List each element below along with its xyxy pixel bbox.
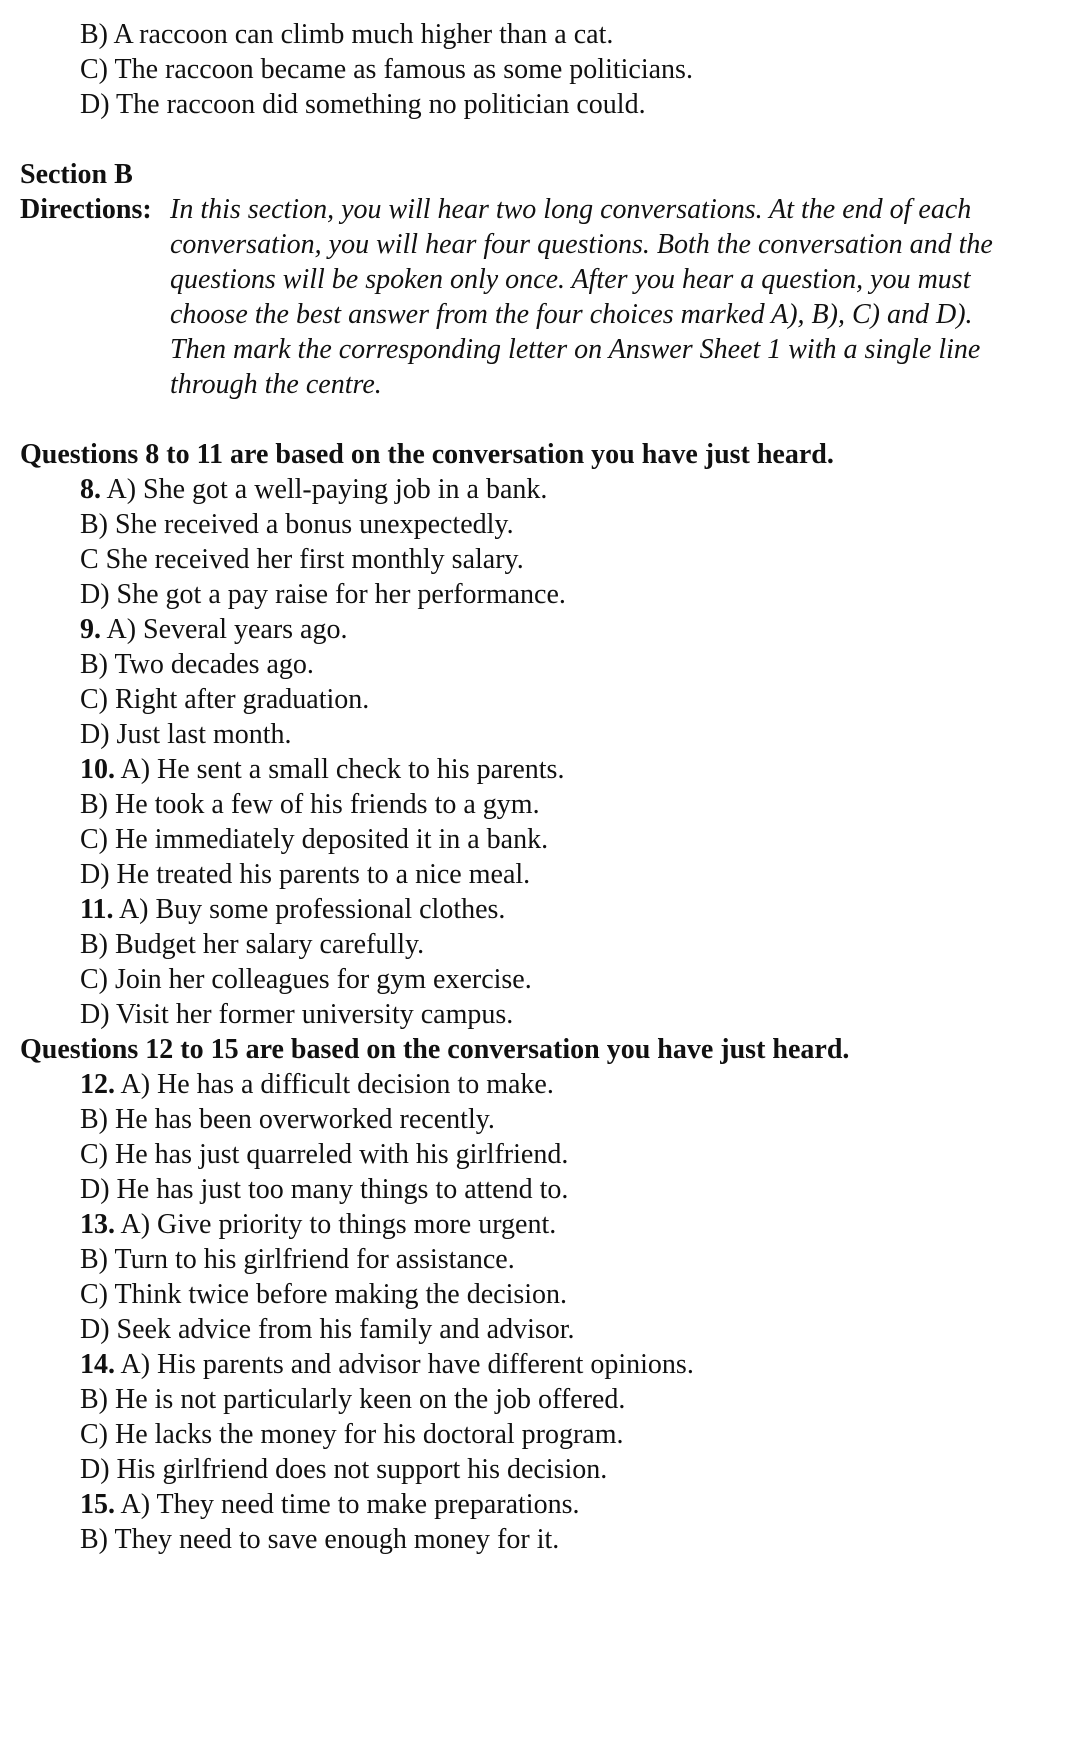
questions-heading: Questions 8 to 11 are based on the conversation you have just heard.: [20, 439, 834, 470]
question-11: [80, 893, 505, 927]
question-number: 12.: [80, 1069, 115, 1100]
option-a: A) His parents and advisor have different opinions.: [120, 1349, 694, 1380]
option-c: C) He lacks the money for his doctoral program.: [80, 1419, 624, 1450]
option-d: D) She got a pay raise for her performance.: [80, 579, 566, 610]
option-d: D) He has just too many things to attend to.: [80, 1174, 569, 1205]
option-c: C) Join her colleagues for gym exercise.: [80, 964, 532, 995]
question-number: 14.: [80, 1349, 115, 1380]
option-c: C) He immediately deposited it in a bank.: [80, 824, 549, 855]
option-a: A) She got a well-paying job in a bank.: [106, 474, 548, 505]
option-b: B) Turn to his girlfriend for assistance.: [80, 1244, 515, 1275]
question-number: 13.: [80, 1209, 115, 1240]
option-b: B) He is not particularly keen on the job offered.: [80, 1384, 626, 1415]
option-b: B) Two decades ago.: [80, 649, 314, 680]
option-a: A) He sent a small check to his parents.: [120, 754, 565, 785]
option-c: C) Think twice before making the decision.: [80, 1279, 568, 1310]
option-c: C) Right after graduation.: [80, 684, 370, 715]
option-a: A) Several years ago.: [106, 614, 348, 645]
option-line: D) The raccoon did something no politician could.: [80, 89, 646, 120]
directions-line: through the centre.: [170, 369, 382, 400]
question-number: 8.: [80, 474, 101, 505]
option-d: D) Seek advice from his family and advisor.: [80, 1314, 575, 1345]
question-13: [80, 1208, 556, 1242]
option-a: A) Give priority to things more urgent.: [120, 1209, 557, 1240]
question-number: 9.: [80, 614, 101, 645]
option-a: A) He has a difficult decision to make.: [120, 1069, 554, 1100]
questions-heading: Questions 12 to 15 are based on the conversation you have just heard.: [20, 1034, 850, 1065]
question-9: [80, 613, 347, 647]
option-b: B) They need to save enough money for it.: [80, 1524, 560, 1555]
option-b: B) Budget her salary carefully.: [80, 929, 425, 960]
option-d: D) Visit her former university campus.: [80, 999, 514, 1030]
option-c: C She received her first monthly salary.: [80, 544, 524, 575]
question-number: 15.: [80, 1489, 115, 1520]
question-14: [80, 1348, 694, 1382]
question-number: 11.: [80, 894, 114, 925]
option-a: A) They need time to make preparations.: [120, 1489, 580, 1520]
directions-line: choose the best answer from the four choices marked A), B), C) and D).: [170, 299, 973, 330]
option-b: B) He took a few of his friends to a gym.: [80, 789, 540, 820]
option-d: D) His girlfriend does not support his decision.: [80, 1454, 608, 1485]
directions-line: Then mark the corresponding letter on Answer Sheet 1 with a single line: [170, 334, 981, 365]
directions-label: Directions:: [20, 194, 152, 225]
question-number: 10.: [80, 754, 115, 785]
option-a: A) Buy some professional clothes.: [118, 894, 506, 925]
option-c: C) He has just quarreled with his girlfriend.: [80, 1139, 569, 1170]
question-15: [80, 1488, 579, 1522]
directions-line: conversation, you will hear four questions. Both the conversation and the: [170, 229, 993, 260]
option-line: B) A raccoon can climb much higher than a cat.: [80, 19, 614, 50]
option-line: C) The raccoon became as famous as some politicians.: [80, 54, 693, 85]
option-d: D) He treated his parents to a nice meal.: [80, 859, 531, 890]
directions-line: questions will be spoken only once. After you hear a question, you must: [170, 264, 971, 295]
option-b: B) She received a bonus unexpectedly.: [80, 509, 514, 540]
question-8: [80, 473, 547, 507]
section-title: Section B: [20, 159, 133, 190]
question-12: [80, 1068, 554, 1102]
question-10: [80, 753, 564, 787]
option-b: B) He has been overworked recently.: [80, 1104, 495, 1135]
directions-line: In this section, you will hear two long conversations. At the end of each: [170, 194, 972, 225]
option-d: D) Just last month.: [80, 719, 292, 750]
